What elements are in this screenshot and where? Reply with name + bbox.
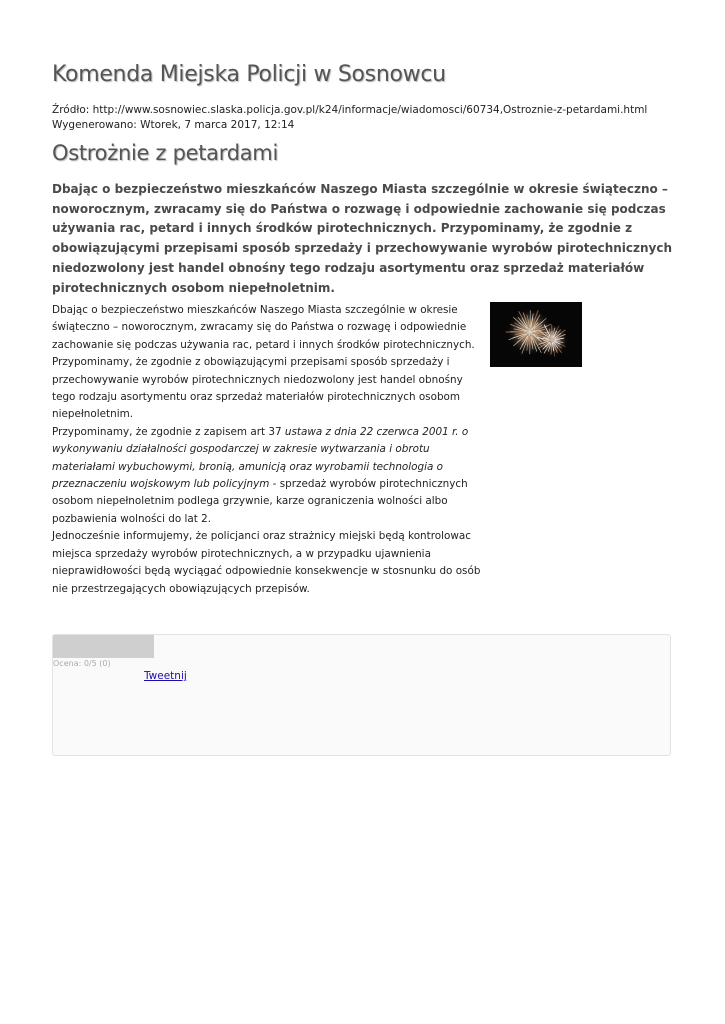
body-paragraph-2 [52, 424, 482, 528]
article-footer [52, 634, 671, 756]
document-meta [52, 103, 647, 133]
fireworks-photo [490, 302, 582, 367]
source-line: Źródło: http://www.sosnowiec.slaska.policja.gov.pl/k24/informacje/wiadomosci/60734,Ostroznie-z-petardami.html [52, 104, 648, 116]
law-citation: ustawa z dnia 22 czerwca 2001 r. o wykonywaniu działalności gospodarczej w zakresie wytwarzania i obrotu materiałami wybuchowymi, bronią, amunicją oraz wyrobamii technologia o przeznaczeniu wojskowym lub policyjnym [52, 425, 469, 491]
paragraph-2-start: Przypominamy, że zgodnie z zapisem art 37 [52, 425, 285, 438]
article-lead: Dbając o bezpieczeństwo mieszkańców Naszego Miasta szczególnie w okresie świąteczno – noworocznym, zwracamy się do Państwa o rozwagę i odpowiednie zachowanie się podczas używania rac, petard i innych środków pirotechnicznych. Przypominamy, że zgodnie z obowiązującymi przepisami sposób sprzedaży i przechowywanie wyrobów pirotechnicznych niedozwolony jest handel obnośny tego rodzaju asortymentu oraz sprzedaż materiałów pirotechnicznych osobom niepełnoletnim. [52, 182, 673, 295]
paragraph-2-end: - sprzedaż wyrobów pirotechnicznych osobom niepełnoletnim podlega grzywnie, karze ograniczenia wolności albo pozbawienia wolności do lat 2. [52, 478, 468, 525]
rating-stars[interactable] [53, 635, 154, 658]
site-title: Komenda Miejska Policji w Sosnowcu [52, 62, 446, 87]
rating-label: Ocena: 0/5 (0) [53, 659, 111, 668]
tweet-link[interactable]: Tweetnij [144, 670, 187, 682]
body-paragraph-1: Dbając o bezpieczeństwo mieszkańców Naszego Miasta szczególnie w okresie świąteczno – noworocznym, zwracamy się do Państwa o rozwagę i odpowiednie zachowanie się podczas używania rac, petard i innych środków pirotechnicznych. Przypominamy, że zgodnie z obowiązującymi przepisami sposób sprzedaży i przechowywanie wyrobów pirotechnicznych niedozwolony jest handel obnośny tego rodzaju asortymentu oraz sprzedaż materiałów pirotechnicznych osobom niepełnoletnim. [52, 304, 475, 421]
generated-line: Wygenerowano: Wtorek, 7 marca 2017, 12:14 [52, 119, 295, 131]
article-body [52, 302, 482, 598]
article-title: Ostrożnie z petardami [52, 141, 278, 165]
body-paragraph-3: Jednocześnie informujemy, że policjanci oraz strażnicy miejski będą kontrolowac miejsca sprzedaży wyrobów pirotechnicznych, a w przypadku ujawnienia nieprawidłowości będą wyciągać odpowiednie konsekwencje w stosnunku do osób nie przestrzegających obowiązujących przepisów. [52, 530, 481, 595]
